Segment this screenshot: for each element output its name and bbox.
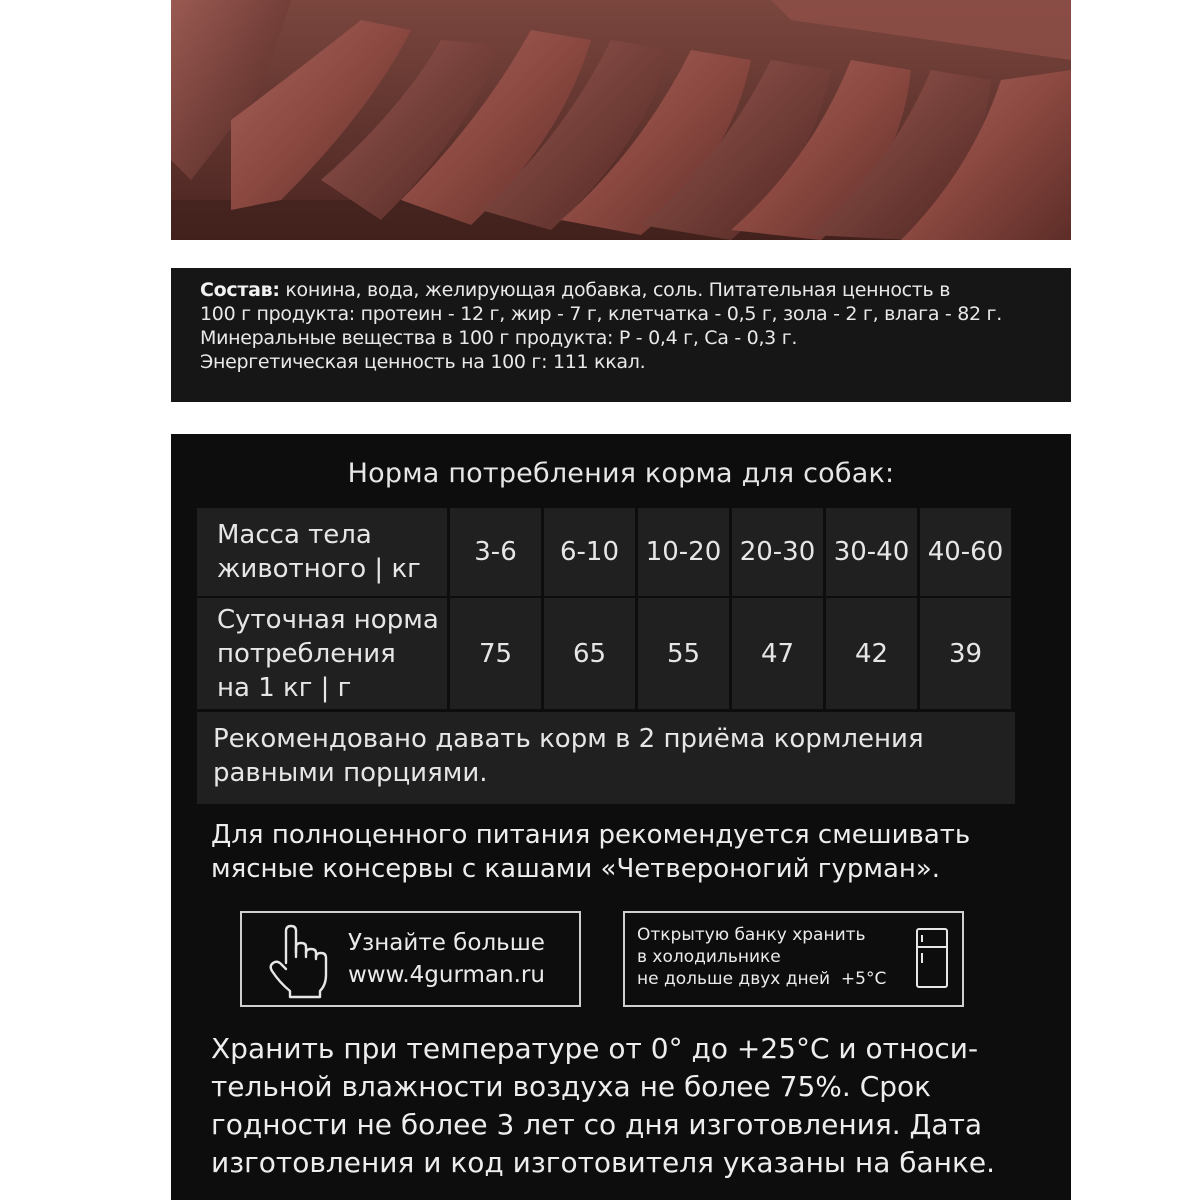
mix-recommendation: Для полноценного питания рекомендуется смешивать мясные консервы с кашами «Четвероногий гурман». <box>211 820 971 884</box>
weight-row <box>197 508 1011 596</box>
daily-norm-cell: 47 <box>732 598 823 709</box>
weight-cell: 6-10 <box>544 508 635 596</box>
more-info-box[interactable] <box>240 911 581 1007</box>
more-info-heading: Узнайте больше <box>348 930 545 956</box>
composition-line-1: Состав: конина, вода, желирующая добавка, соль. Питательная ценность в <box>200 279 951 301</box>
daily-norm-cell: 75 <box>450 598 541 709</box>
weight-cell: 20-30 <box>732 508 823 596</box>
weight-cell: 3-6 <box>450 508 541 596</box>
sliced-meat-photo <box>171 0 1071 240</box>
fridge-storage-text: Открытую банку хранить в холодильнике не дольше двух дней +5°С <box>637 925 887 989</box>
daily-norm-cell: 55 <box>638 598 729 709</box>
more-info-text <box>348 927 545 991</box>
feeding-recommendation: Рекомендовано давать корм в 2 приёма кормления равными порциями. <box>197 712 1015 804</box>
feeding-title: Норма потребления корма для собак: <box>347 458 895 489</box>
daily-norm-cell: 39 <box>920 598 1011 709</box>
composition-line-3: Минеральные вещества в 100 г продукта: Р - 0,4 г, Са - 0,3 г. <box>200 327 798 349</box>
composition-line-4: Энергетическая ценность на 100 г: 111 ккал. <box>200 351 646 373</box>
daily-norm-cell: 42 <box>826 598 917 709</box>
feeding-panel <box>171 434 1071 1200</box>
daily-norm-row <box>197 598 1011 709</box>
storage-conditions: Хранить при температуре от 0° до +25°С и относи- тельной влажности воздуха не более 75%. Срок годности не более 3 лет со дня изготовления. Дата изготовления и код изготовителя указаны на банке. <box>211 1032 996 1179</box>
composition-block <box>171 268 1071 402</box>
composition-label: Состав: <box>200 279 280 301</box>
weight-cell: 40-60 <box>920 508 1011 596</box>
fridge-temperature: +5°С <box>840 969 887 989</box>
weight-cell: 30-40 <box>826 508 917 596</box>
daily-norm-cell: 65 <box>544 598 635 709</box>
website-link[interactable]: www.4gurman.ru <box>348 962 545 988</box>
weight-label-cell: Масса тела животного | кг <box>197 508 447 596</box>
composition-line-2: 100 г продукта: протеин - 12 г, жир - 7 г, клетчатка - 0,5 г, зола - 2 г, влага - 82 г. <box>200 303 1002 325</box>
daily-norm-label-cell: Суточная норма потребления на 1 кг | г <box>197 598 447 709</box>
weight-cell: 10-20 <box>638 508 729 596</box>
pointing-hand-icon <box>266 923 330 1003</box>
fridge-storage-box <box>623 911 964 1007</box>
fridge-icon <box>915 927 949 995</box>
